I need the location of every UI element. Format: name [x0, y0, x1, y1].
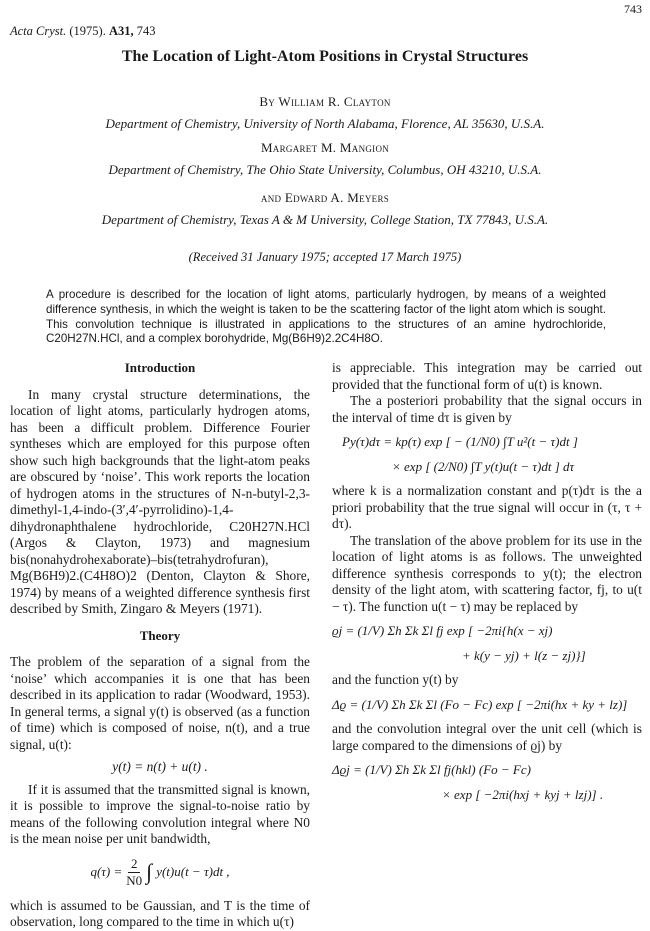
equation-delta-rho-j-1: Δϱj = (1/V) Σh Σk Σl fj(hkl) (Fo − Fc) — [332, 762, 531, 777]
journal-year: (1975). — [69, 24, 106, 38]
eq-numerator: 2 — [128, 856, 141, 874]
theory-paragraph: which is assumed to be Gaussian, and T is the time of observation, long compared to the time in which u(τ) — [10, 897, 310, 929]
equation-posterior-2: × exp [ (2/N0) ∫T y(t)u(t − τ)dt ] dτ — [392, 458, 575, 474]
eq-fraction — [126, 856, 142, 890]
integral-symbol: ∫ — [146, 859, 153, 885]
theory-paragraph: The problem of the separation of a signal from the ‘noise’ which accompanies it is one that has been described in its application to radar (Woodward, 1953). In general terms, a signal y(t) is observed (as a function of time) which is composed of noise, n(t), and a true signal, u(t): — [10, 654, 310, 752]
page-number: 743 — [624, 2, 642, 16]
theory-paragraph: If it is assumed that the transmitted signal is known, it is possible to improve the signal-to-noise ratio by means of the following convolution integral where N0 is the mean noise per unit bandwidth, — [10, 781, 310, 846]
eq-rhs: y(t)u(t − τ)dt , — [156, 864, 230, 880]
body-paragraph: and the function y(t) by — [332, 672, 459, 687]
equation-convolution — [10, 856, 310, 890]
body-paragraph: and the convolution integral over the unit cell (which is large compared to the dimensions of ϱj) by — [332, 721, 642, 753]
author-affiliation: Department of Chemistry, Texas A & M University, College Station, TX 77843, U.S.A. — [101, 212, 549, 227]
author-affiliation: Department of Chemistry, The Ohio State University, Columbus, OH 43210, U.S.A. — [108, 162, 542, 177]
eq-lhs: q(τ) = — [90, 864, 123, 880]
body-paragraph: is appreciable. This integration may be carried out provided that the functional form of u(t) is known. — [332, 360, 642, 392]
journal-name: Acta Cryst. — [10, 24, 67, 38]
body-paragraph: The translation of the above problem for its use in the location of light atoms is as follows. The unweighted difference synthesis corresponds to y(t); the electron density of the light atom, with scattering factor, fj, to u(t − τ). The function u(t − τ) may be replaced by — [332, 532, 642, 614]
right-column — [332, 360, 642, 811]
journal-citation — [10, 24, 155, 39]
journal-page: 743 — [136, 24, 156, 38]
theory-heading: Theory — [139, 627, 181, 643]
equation-rho-2: + k(y − yj) + l(z − zj)}] — [462, 647, 586, 663]
eq-denominator: N0 — [126, 873, 143, 888]
author-name: Margaret M. Mangion — [260, 140, 390, 155]
journal-volume: A31, — [108, 24, 134, 38]
author-name: and Edward A. Meyers — [260, 190, 390, 205]
body-paragraph: The a posteriori probability that the signal occurs in the interval of time dτ is given by — [332, 393, 642, 425]
introduction-text: In many crystal structure determinations, the location of light atoms, particularly hydrogen atoms, has been a difficult problem. Difference Fourier syntheses which are employed for this purpose often show such high backgrounds that the light-atom peaks are obscured by ‘noise’. This work reports the location of hydrogen atoms in the structures of N-n-butyl-2,3-dimethyl-1,4-indo-(3′,4′-pyrrolidino)-1,4-dihydronaphthalene hydrochloride, C20H27N.HCl (Argos & Clayton, 1973) and magnesium bis(nonahydrohexaborate)–bis(tetrahydrofuran), Mg(B6H9)2.(C4H8O)2 (Denton, Clayton & Shore, 1974) by means of a weighted difference synthesis first described by Smith, Zingaro & Meyers (1971). — [10, 386, 310, 616]
equation-signal: y(t) = n(t) + u(t) . — [112, 759, 208, 774]
author-affiliation: Department of Chemistry, University of North Alabama, Florence, AL 35630, U.S.A. — [105, 116, 545, 131]
equation-delta-rho: Δϱ = (1/V) Σh Σk Σl (Fo − Fc) exp [ −2πi(hx + ky + lz)] — [332, 696, 628, 712]
equation-delta-rho-j-2: × exp [ −2πi(hxj + kyj + lzj)] . — [442, 786, 604, 802]
paper-title: The Location of Light-Atom Positions in Crystal Structures — [121, 48, 529, 65]
equation-rho-1: ϱj = (1/V) Σh Σk Σl fj exp [ −2πi{h(x − xj) — [332, 623, 553, 638]
introduction-heading: Introduction — [124, 360, 196, 375]
body-paragraph: where k is a normalization constant and p(τ)dτ is the a priori probability that the true signal will occur in (τ, τ + dτ). — [332, 483, 642, 531]
left-column — [10, 360, 310, 931]
author-name: By William R. Clayton — [259, 94, 391, 109]
received-dates: (Received 31 January 1975; accepted 17 March 1975) — [188, 250, 462, 264]
abstract: A procedure is described for the location of light atoms, particularly hydrogen, by means of a weighted difference synthesis, in which the weight is taken to be the scattering factor of the light atom which is sought. This convolution technique is illustrated in applications to the structures of an amine hydrochloride, C20H27N.HCl, and a complex borohydride, Mg(B6H9)2.2C4H8O. — [46, 288, 606, 346]
equation-posterior-1: Py(τ)dτ = kp(τ) exp [ − (1/N0) ∫T u²(t − τ)dt ] — [342, 434, 578, 449]
